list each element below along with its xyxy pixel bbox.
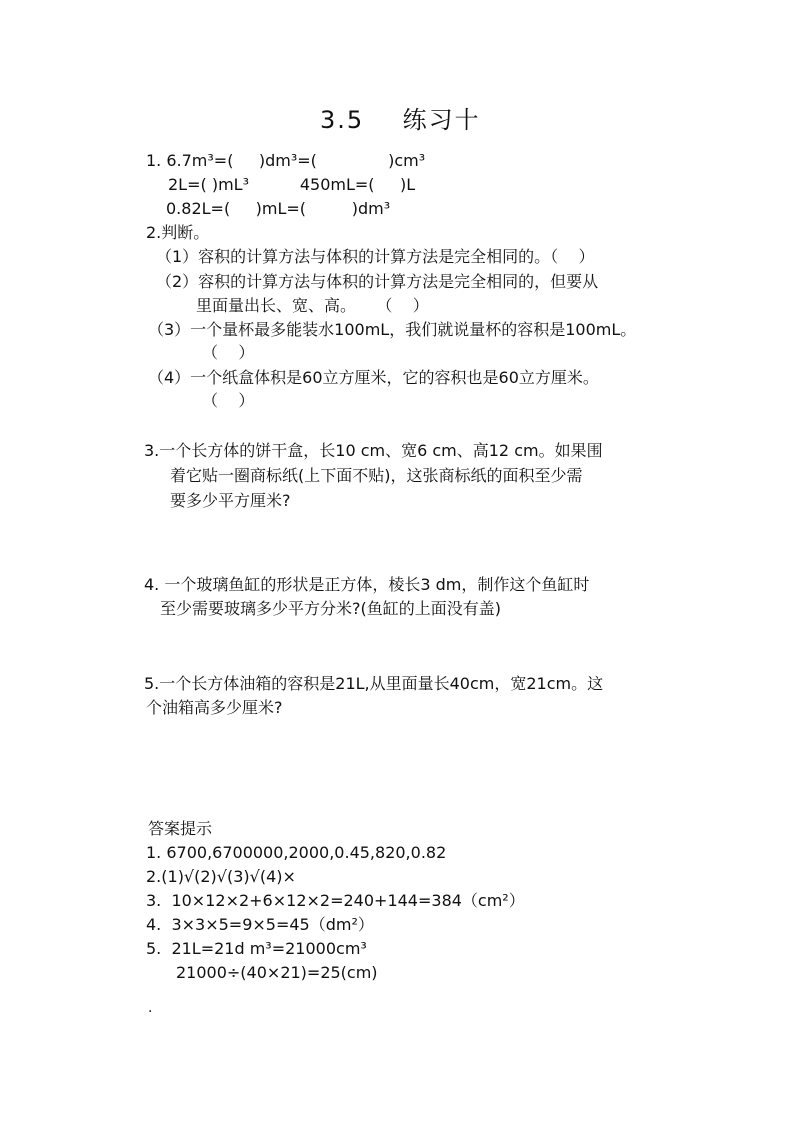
q2-statement-1: （1）容积的计算方法与体积的计算方法是完全相同的。（ ） xyxy=(156,247,595,266)
q1-line-3: 0.82L=( )mL=( )dm³ xyxy=(166,199,391,218)
q2-statement-3-paren: （ ） xyxy=(202,343,255,362)
answer-3: 3. 10×12×2+6×12×2=240+144=384（cm²） xyxy=(146,891,525,910)
q3-line-3: 要多少平方厘米? xyxy=(170,491,291,510)
q2-statement-2-cont: 里面量出长、宽、高。 （ ） xyxy=(196,296,429,315)
answer-5: 5. 21L=21d m³=21000cm³ xyxy=(146,939,367,958)
answer-4: 4. 3×3×5=9×5=45（dm²） xyxy=(146,915,374,934)
q3-line-2: 着它贴一圈商标纸(上下面不贴)，这张商标纸的面积至少需 xyxy=(170,466,583,485)
q4-line-1: 4. 一个玻璃鱼缸的形状是正方体，棱长3 dm，制作这个鱼缸时 xyxy=(144,575,590,594)
q5-line-2: 个油箱高多少厘米? xyxy=(146,698,283,717)
page-title: 3.5 练习十 xyxy=(320,106,481,134)
q2-heading: 2.判断。 xyxy=(146,223,210,242)
q3-line-1: 3.一个长方体的饼干盒，长10 cm、宽6 cm、高12 cm。如果围 xyxy=(144,441,603,460)
q1-line-2: 2L=( )mL³ 450mL=( )L xyxy=(168,175,416,194)
q2-statement-3: （3）一个量杯最多能装水100mL，我们就说量杯的容积是100mL。 xyxy=(148,320,637,339)
answer-1: 1. 6700,6700000,2000,0.45,820,0.82 xyxy=(146,843,447,862)
q1-line-1: 1. 6.7m³=( )dm³=( )cm³ xyxy=(146,151,426,170)
q4-line-2: 至少需要玻璃多少平方分米?(鱼缸的上面没有盖) xyxy=(160,599,501,618)
q2-statement-2: （2）容积的计算方法与体积的计算方法是完全相同的，但要从 xyxy=(156,272,599,291)
answer-2: 2.(1)√(2)√(3)√(4)× xyxy=(146,867,296,886)
answer-5-cont: 21000÷(40×21)=25(cm) xyxy=(176,963,378,982)
q2-statement-4: （4）一个纸盒体积是60立方厘米，它的容积也是60立方厘米。 xyxy=(148,368,599,387)
q2-statement-4-paren: （ ） xyxy=(202,391,255,410)
footer-dot: . xyxy=(148,1000,153,1016)
q5-line-1: 5.一个长方体油箱的容积是21L,从里面量长40cm，宽21cm。这 xyxy=(144,674,604,693)
answers-heading: 答案提示 xyxy=(148,819,213,838)
